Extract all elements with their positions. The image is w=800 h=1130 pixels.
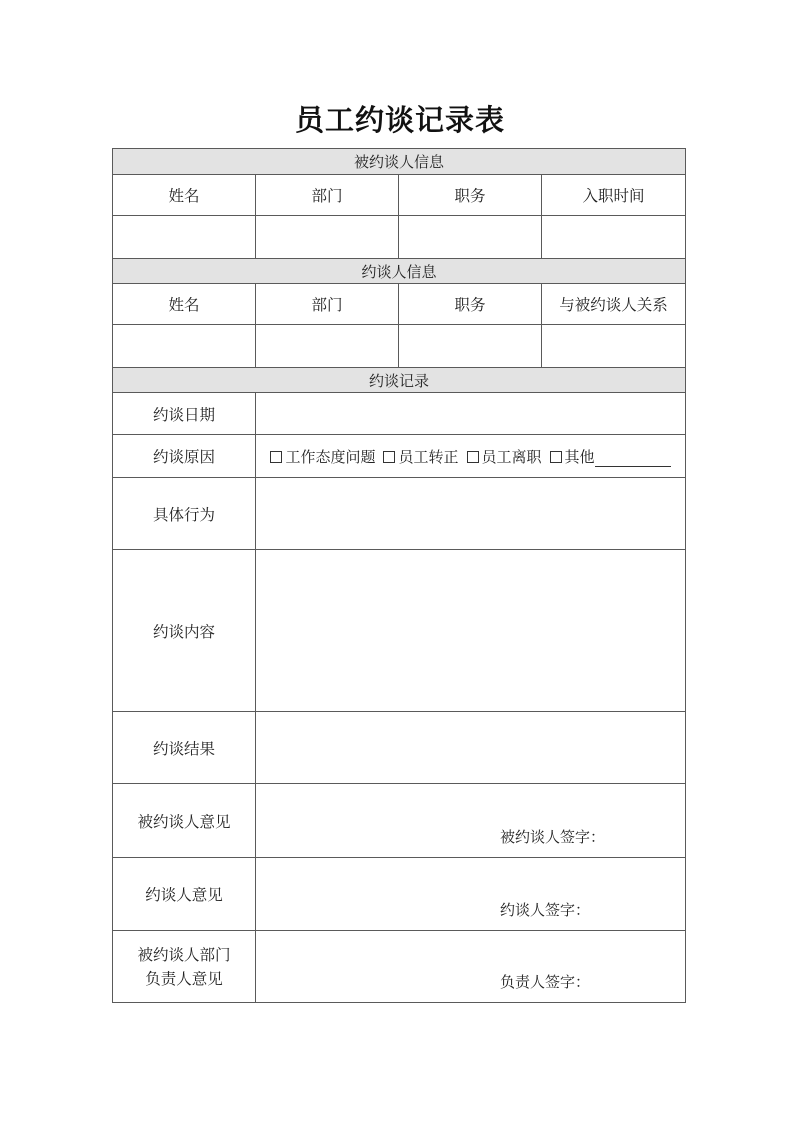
interviewer-position-header: 职务: [399, 284, 542, 325]
interviewee-department-field[interactable]: [256, 216, 399, 259]
page-title: 员工约谈记录表: [294, 103, 505, 137]
interview-reason-label: 约谈原因: [113, 435, 256, 478]
interviewer-opinion-field[interactable]: [256, 858, 686, 931]
specific-behavior-label: 具体行为: [113, 478, 256, 550]
checkbox-icon[interactable]: [467, 451, 479, 463]
interviewee-opinion-field[interactable]: [256, 784, 686, 858]
checkbox-icon[interactable]: [270, 451, 282, 463]
reason-option-attitude[interactable]: 工作态度问题: [270, 448, 375, 466]
record-header: 约谈记录: [113, 368, 686, 393]
relationship-field[interactable]: [542, 325, 686, 368]
specific-behavior-field[interactable]: [256, 478, 686, 550]
interviewee-department-header: 部门: [256, 175, 399, 216]
other-reason-blank[interactable]: [595, 452, 671, 467]
interviewer-position-field[interactable]: [399, 325, 542, 368]
interviewee-hire-date-header: 入职时间: [542, 175, 686, 216]
reason-option-other[interactable]: 其他: [550, 448, 671, 466]
interviewee-info-header: 被约谈人信息: [113, 149, 686, 175]
interview-date-field[interactable]: [256, 393, 686, 435]
manager-signature-label: 负责人签字：: [500, 973, 591, 991]
interviewee-opinion-label: 被约谈人意见: [113, 784, 256, 858]
interviewee-name-header: 姓名: [113, 175, 256, 216]
interview-content-field[interactable]: [256, 550, 686, 712]
interviewer-name-field[interactable]: [113, 325, 256, 368]
interviewer-signature-label: 约谈人签字：: [500, 901, 591, 919]
manager-opinion-field[interactable]: [256, 931, 686, 1003]
interview-result-field[interactable]: [256, 712, 686, 784]
interviewer-opinion-label: 约谈人意见: [113, 858, 256, 931]
manager-opinion-label-line2: 负责人意见: [145, 969, 223, 988]
interview-record-form: [112, 148, 686, 1003]
relationship-header: 与被约谈人关系: [542, 284, 686, 325]
interview-result-label: 约谈结果: [113, 712, 256, 784]
interviewee-position-field[interactable]: [399, 216, 542, 259]
manager-opinion-label-line1: 被约谈人部门: [137, 945, 231, 964]
reason-option-regularization[interactable]: 员工转正: [383, 448, 458, 466]
interview-reason-options: [256, 435, 686, 478]
reason-option-resignation[interactable]: 员工离职: [467, 448, 542, 466]
interview-date-label: 约谈日期: [113, 393, 256, 435]
interviewee-signature-label: 被约谈人签字：: [500, 828, 606, 846]
manager-opinion-label: [113, 931, 256, 1003]
interview-content-label: 约谈内容: [113, 550, 256, 712]
interviewee-name-field[interactable]: [113, 216, 256, 259]
interviewee-hire-date-field[interactable]: [542, 216, 686, 259]
interviewer-info-header: 约谈人信息: [113, 259, 686, 284]
checkbox-icon[interactable]: [383, 451, 395, 463]
interviewer-department-field[interactable]: [256, 325, 399, 368]
interviewer-department-header: 部门: [256, 284, 399, 325]
checkbox-icon[interactable]: [550, 451, 562, 463]
interviewee-position-header: 职务: [399, 175, 542, 216]
interviewer-name-header: 姓名: [113, 284, 256, 325]
